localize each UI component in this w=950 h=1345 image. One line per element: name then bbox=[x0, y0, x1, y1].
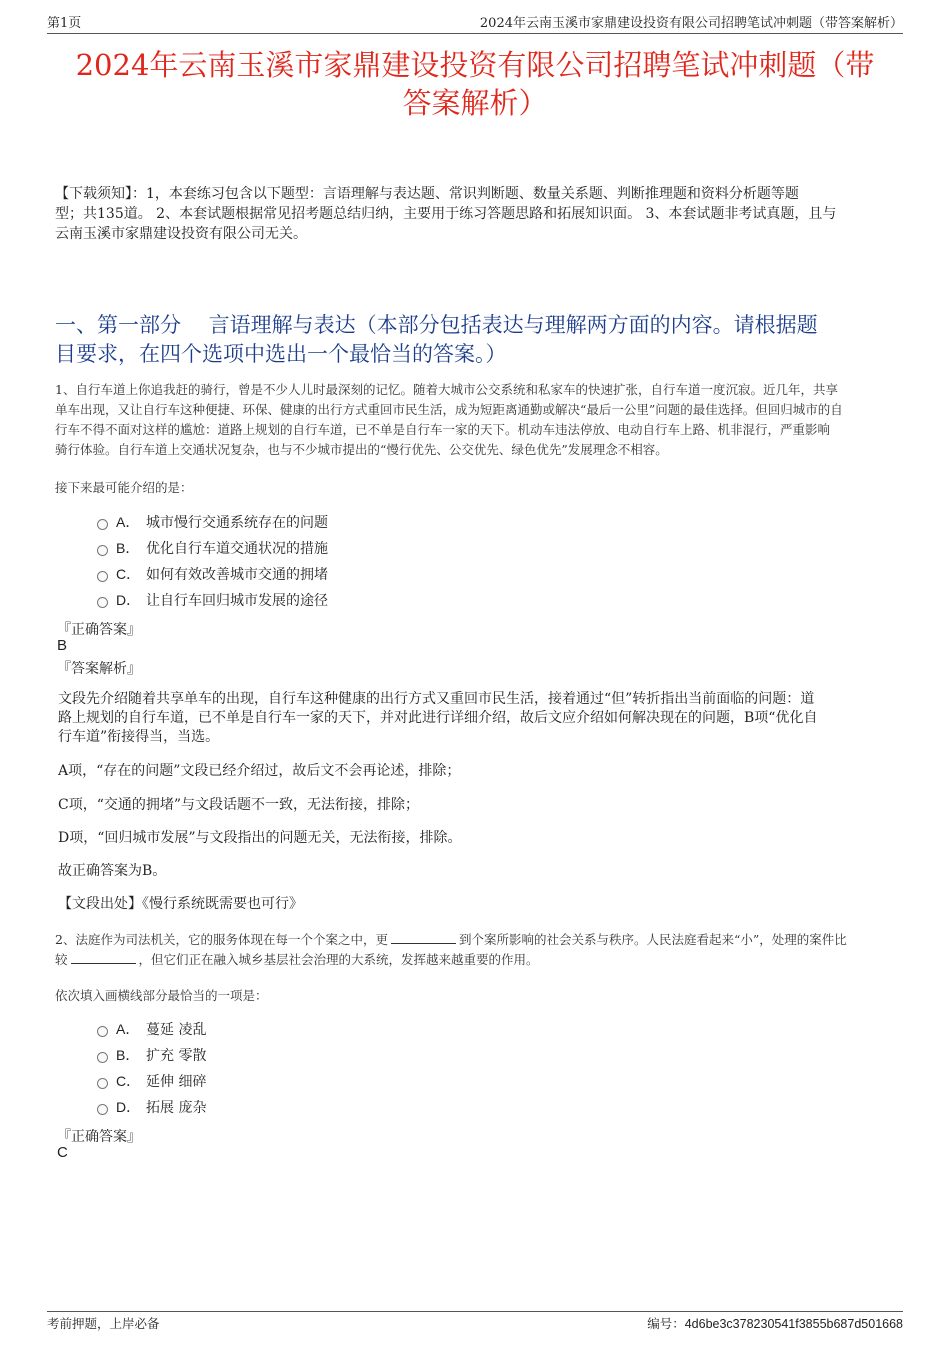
notice-line-1: 【下载须知】：1，本套练习包含以下题型：言语理解与表达题、常识判断题、数量关系题、判断推理题和资料分析题等题 bbox=[55, 186, 799, 202]
q2-line-1-part-a: 2、法庭作为司法机关，它的服务体现在每一个个案之中，更 bbox=[55, 932, 388, 947]
radio-icon[interactable] bbox=[97, 1104, 108, 1115]
option-letter: D． bbox=[116, 1099, 141, 1115]
option-text: 让自行车回归城市发展的途径 bbox=[146, 593, 328, 609]
radio-icon[interactable] bbox=[97, 1078, 108, 1089]
option-letter: A． bbox=[116, 514, 140, 530]
download-notice bbox=[55, 184, 900, 244]
q2-line-2-part-b: ，但它们正在融入城乡基层社会治理的大系统，发挥越来越重要的作用。 bbox=[138, 952, 539, 967]
notice-line-3: 云南玉溪市家鼎建设投资有限公司无关。 bbox=[55, 226, 307, 242]
option-text: 扩充 零散 bbox=[146, 1048, 207, 1064]
page-title bbox=[50, 46, 900, 122]
q1-option-b[interactable] bbox=[97, 535, 328, 561]
section-heading bbox=[55, 311, 900, 369]
q2-option-d[interactable] bbox=[97, 1094, 206, 1120]
footer-divider bbox=[47, 1311, 903, 1312]
q2-answer-label: 『正确答案』 bbox=[57, 1129, 141, 1145]
option-text: 城市慢行交通系统存在的问题 bbox=[146, 515, 328, 531]
radio-icon[interactable] bbox=[97, 519, 108, 530]
radio-icon[interactable] bbox=[97, 571, 108, 582]
q1-source: 【文段出处】《慢行系统既需要也可行》 bbox=[58, 896, 303, 912]
q2-answer-value: C bbox=[57, 1144, 68, 1161]
q2-option-c[interactable] bbox=[97, 1068, 206, 1094]
q1-line-4: 骑行体验。自行车道上交通状况复杂，也与不少城市提出的“慢行优先、公交优先、绿色优先”发展理念不相容。 bbox=[55, 442, 668, 457]
option-letter: B． bbox=[116, 1047, 140, 1063]
q2-line-2-part-a: 较 bbox=[55, 952, 68, 967]
footer-code-label: 编号： bbox=[647, 1316, 685, 1331]
option-text: 拓展 庞杂 bbox=[146, 1100, 207, 1116]
option-letter: C． bbox=[116, 566, 141, 582]
q1-line-2: 单车出现，又让自行车这种便捷、环保、健康的出行方式重回市民生活，成为短距离通勤或解决“最后一公里”问题的最佳选择。但回归城市的自 bbox=[55, 402, 843, 417]
section-line-2: 目要求，在四个选项中选出一个最恰当的答案。） bbox=[55, 342, 507, 366]
q1-option-c[interactable] bbox=[97, 561, 328, 587]
fill-blank-1[interactable] bbox=[391, 931, 456, 944]
q2-line-1 bbox=[55, 930, 900, 950]
header-doc-title: 2024年云南玉溪市家鼎建设投资有限公司招聘笔试冲刺题（带答案解析） bbox=[479, 16, 903, 31]
analysis-option-c: C项，“交通的拥堵”与文段话题不一致，无法衔接，排除； bbox=[58, 797, 420, 813]
fill-blank-2[interactable] bbox=[71, 951, 136, 964]
radio-icon[interactable] bbox=[97, 597, 108, 608]
question-2-stem bbox=[55, 930, 900, 970]
option-text: 延伸 细碎 bbox=[146, 1074, 207, 1090]
question-1-stem bbox=[55, 380, 900, 460]
title-line-1: 2024年云南玉溪市家鼎建设投资有限公司招聘笔试冲刺题（带 bbox=[75, 48, 875, 82]
analysis-conclusion: 故正确答案为B。 bbox=[58, 863, 167, 879]
q1-analysis-label: 『答案解析』 bbox=[57, 661, 141, 677]
analysis-line-2: 路上规划的自行车道，已不单是自行车一家的天下，并对此进行详细介绍，故后文应介绍如何解决现在的问题，B项“优化自 bbox=[58, 710, 818, 726]
q2-line-2 bbox=[55, 950, 900, 970]
section-line-1: 一、第一部分 言语理解与表达（本部分包括表达与理解两方面的内容。请根据题 bbox=[55, 313, 818, 337]
notice-line-2: 型；共135道。 2、本套试题根据常见招考题总结归纳，主要用于练习答题思路和拓展知识面。 3、本套试题非考试真题，且与 bbox=[55, 206, 837, 222]
radio-icon[interactable] bbox=[97, 1026, 108, 1037]
analysis-option-a: A项，“存在的问题”文段已经介绍过，故后文不会再论述，排除； bbox=[58, 763, 461, 779]
radio-icon[interactable] bbox=[97, 1052, 108, 1063]
option-letter: D． bbox=[116, 592, 141, 608]
option-letter: A． bbox=[116, 1021, 140, 1037]
q1-analysis-body bbox=[58, 690, 895, 747]
q2-option-b[interactable] bbox=[97, 1042, 206, 1068]
footer-slogan: 考前押题，上岸必备 bbox=[47, 1316, 160, 1331]
q2-line-1-part-b: 到个案所影响的社会关系与秩序。人民法庭看起来“小”，处理的案件比 bbox=[458, 932, 847, 947]
q1-option-a[interactable] bbox=[97, 509, 328, 535]
q1-prompt: 接下来最可能介绍的是： bbox=[55, 480, 193, 495]
title-line-2: 答案解析） bbox=[402, 86, 548, 120]
footer-code-value: 4d6be3c378230541f3855b687d501668 bbox=[684, 1317, 903, 1331]
q2-options bbox=[97, 1016, 206, 1120]
q1-options bbox=[97, 509, 328, 613]
q1-answer-label: 『正确答案』 bbox=[57, 622, 141, 638]
analysis-option-d: D项，“回归城市发展”与文段指出的问题无关，无法衔接，排除。 bbox=[58, 830, 462, 846]
q1-answer-value: B bbox=[57, 637, 68, 654]
radio-icon[interactable] bbox=[97, 545, 108, 556]
q2-option-a[interactable] bbox=[97, 1016, 206, 1042]
q2-prompt: 依次填入画横线部分最恰当的一项是： bbox=[55, 988, 268, 1003]
q1-line-3: 行车不得不面对这样的尴尬：道路上规划的自行车道，已不单是自行车一家的天下。机动车违法停放、电动自行车上路、机非混行，严重影响 bbox=[55, 422, 831, 437]
q1-line-1: 1、自行车道上你追我赶的骑行，曾是不少人儿时最深刻的记忆。随着大城市公交系统和私家车的快速扩张，自行车道一度沉寂。近几年，共享 bbox=[55, 382, 838, 397]
option-text: 优化自行车道交通状况的措施 bbox=[146, 541, 328, 557]
footer-code bbox=[647, 1314, 903, 1332]
q1-option-d[interactable] bbox=[97, 587, 328, 613]
option-text: 蔓延 凌乱 bbox=[146, 1022, 207, 1038]
option-letter: B． bbox=[116, 540, 140, 556]
option-text: 如何有效改善城市交通的拥堵 bbox=[146, 567, 328, 583]
option-letter: C． bbox=[116, 1073, 141, 1089]
page-number: 第1页 bbox=[47, 16, 82, 31]
header-divider bbox=[47, 33, 903, 34]
analysis-line-3: 行车道”衔接得当，当选。 bbox=[58, 729, 220, 745]
analysis-line-1: 文段先介绍随着共享单车的出现，自行车这种健康的出行方式又重回市民生活，接着通过“但”转折指出当前面临的问题：道 bbox=[58, 691, 815, 707]
